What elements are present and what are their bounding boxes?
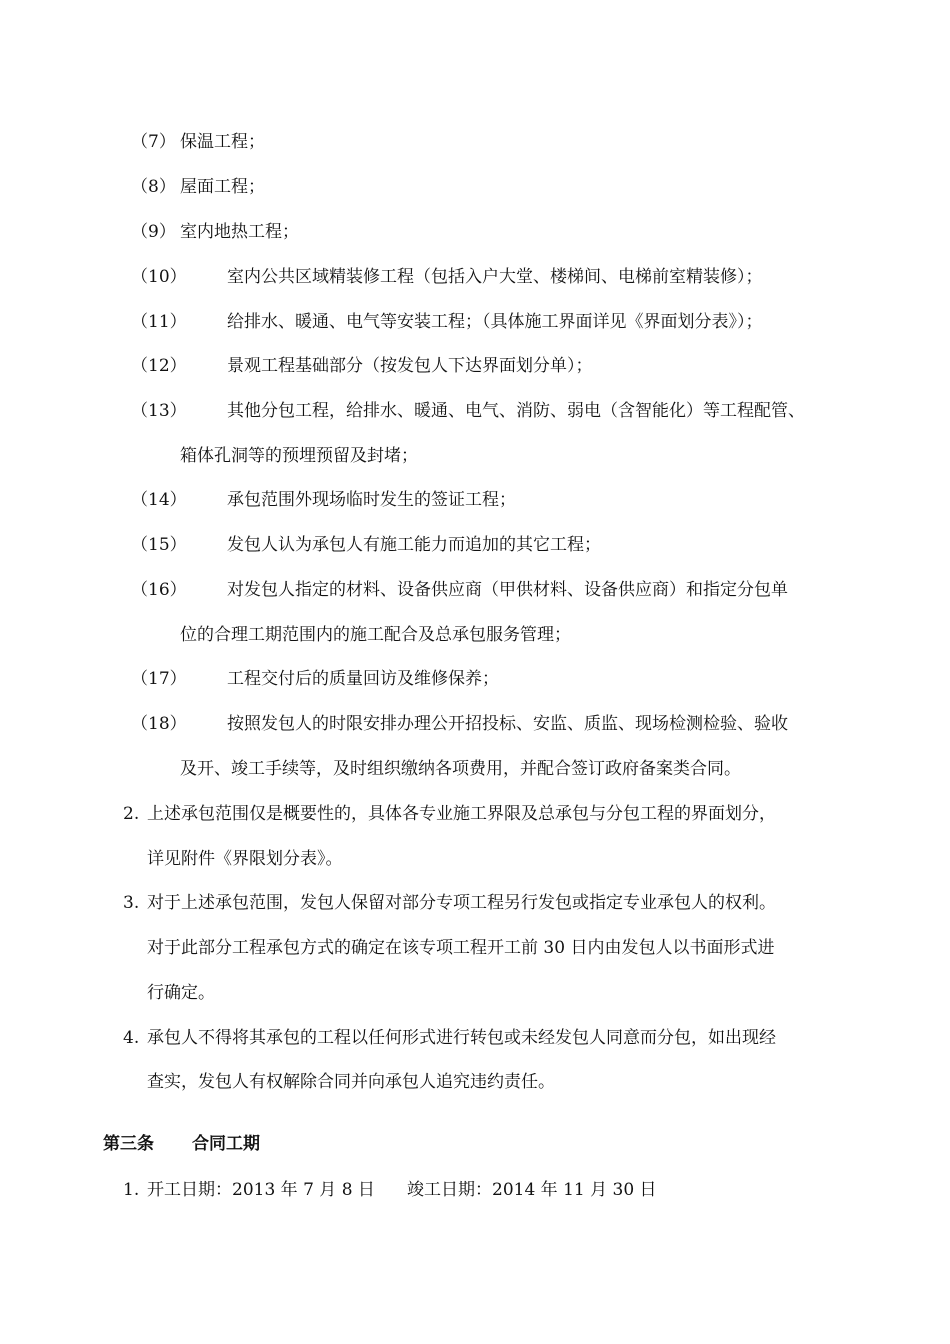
item-text: 景观工程基础部分（按发包人下达界面划分单）； [227,356,593,376]
item-text: 工程交付后的质量回访及维修保养； [227,669,499,689]
clause-number: 4. [123,1028,140,1048]
item-text: 发包人认为承包人有施工能力而追加的其它工程； [227,535,601,555]
item-number: （7） [131,132,176,152]
item-number: （8） [131,177,176,197]
item-number: （18） [131,714,187,734]
clause-text: 对于上述承包范围，发包人保留对部分专项工程另行发包或指定专业承包人的权利。 [147,893,776,913]
item-number: （17） [131,669,187,689]
item-number: （16） [131,580,187,600]
item-number: （10） [131,267,187,287]
clause-text: 详见附件《界限划分表》。 [147,849,343,869]
clause-text: 承包人不得将其承包的工程以任何形式进行转包或未经发包人同意而分包，如出现经 [147,1028,776,1048]
item-text: 及开、竣工手续等，及时组织缴纳各项费用，并配合签订政府备案类合同。 [180,759,741,779]
item-text: 对发包人指定的材料、设备供应商（甲供材料、设备供应商）和指定分包单 [227,580,788,600]
item-text: 位的合理工期范围内的施工配合及总承包服务管理； [180,625,571,645]
end-date: 竣工日期：2014 年 11 月 30 日 [407,1180,657,1200]
item-text: 室内公共区域精装修工程（包括入户大堂、楼梯间、电梯前室精装修）； [227,267,763,287]
item-number: （15） [131,535,187,555]
clause-text: 上述承包范围仅是概要性的，具体各专业施工界限及总承包与分包工程的界面划分， [147,804,776,824]
clause-text: 行确定。 [147,983,215,1003]
section-label: 第三条 [103,1134,154,1154]
item-number: （13） [131,401,187,421]
item-text: 承包范围外现场临时发生的签证工程； [227,490,516,510]
item-text: 室内地热工程； [180,222,299,242]
start-date: 开工日期：2013 年 7 月 8 日 [147,1180,375,1200]
clause-text: 查实，发包人有权解除合同并向承包人追究违约责任。 [147,1072,555,1092]
item-text: 给排水、暖通、电气等安装工程；（具体施工界面详见《界面划分表》）； [227,312,763,332]
item-text: 按照发包人的时限安排办理公开招投标、安监、质监、现场检测检验、验收 [227,714,788,734]
clause-text: 对于此部分工程承包方式的确定在该专项工程开工前 30 日内由发包人以书面形式进 [147,938,775,958]
item-number: （9） [131,222,176,242]
item-text: 保温工程； [180,132,265,152]
item-number: （11） [131,312,187,332]
clause-number: 2. [123,804,140,824]
clause-number: 3. [123,893,140,913]
item-text: 箱体孔洞等的预埋预留及封堵； [180,446,418,466]
item-text: 屋面工程； [180,177,265,197]
item-text: 其他分包工程，给排水、暖通、电气、消防、弱电（含智能化）等工程配管、 [227,401,805,421]
item-number: （14） [131,490,187,510]
item-number: （12） [131,356,187,376]
section-title: 合同工期 [192,1134,260,1154]
clause-number: 1. [123,1180,140,1200]
